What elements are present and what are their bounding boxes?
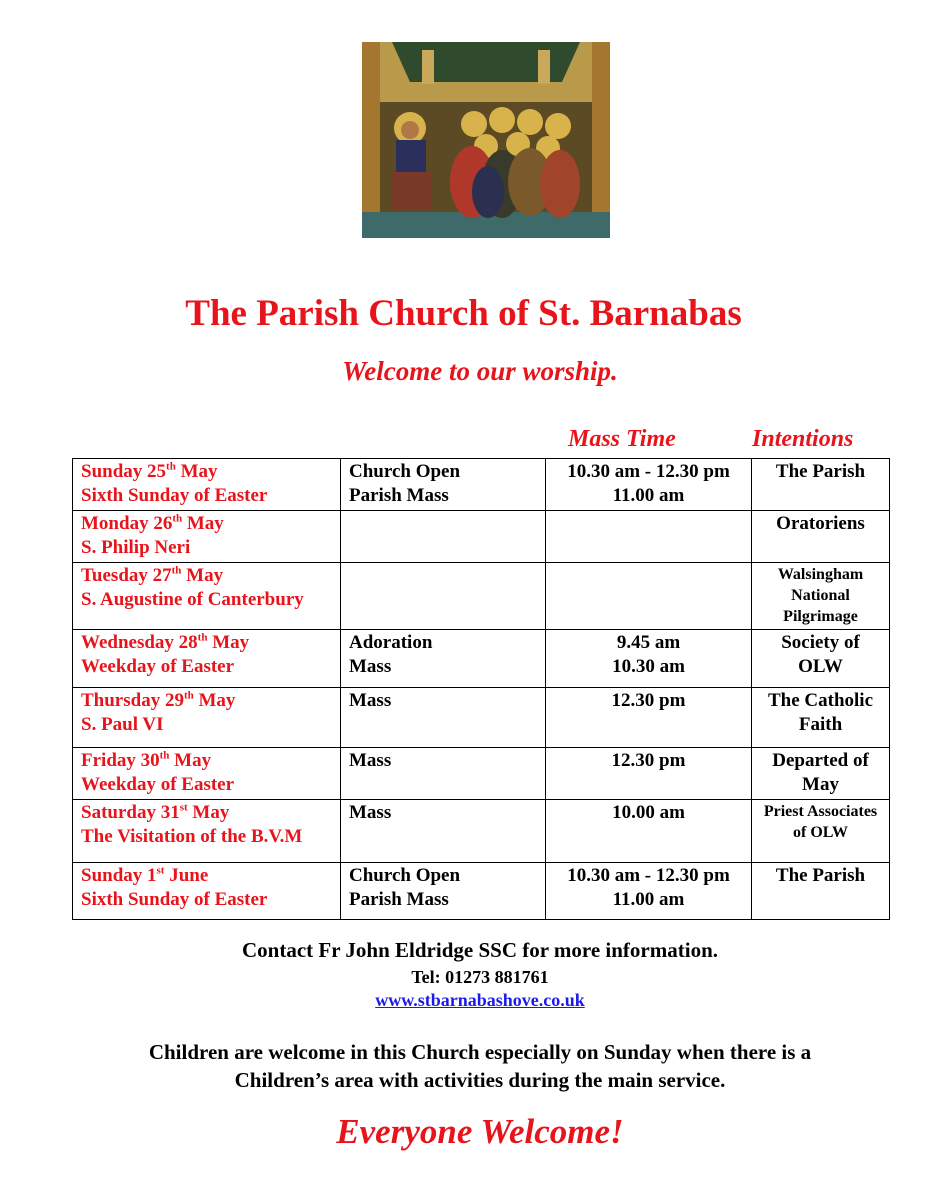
day-cell: Monday 26th May S. Philip Neri xyxy=(73,511,341,563)
table-row xyxy=(73,511,890,563)
intention-cell: Priest Associates of OLW xyxy=(752,800,890,863)
intention-cell: The Parish xyxy=(752,459,890,511)
time-cell: 10.00 am xyxy=(546,800,752,863)
service-cell: Mass xyxy=(341,800,546,863)
service-cell: Church Open Parish Mass xyxy=(341,459,546,511)
service-cell xyxy=(341,563,546,630)
website-container xyxy=(0,990,927,1011)
day-cell: Saturday 31st May The Visitation of the B.V.M xyxy=(73,800,341,863)
table-row xyxy=(73,863,890,920)
children-notice xyxy=(0,1038,927,1094)
intentions-header: Intentions xyxy=(752,426,854,452)
service-cell: Adoration Mass xyxy=(341,630,546,688)
table-row xyxy=(73,748,890,800)
time-cell: 10.30 am - 12.30 pm 11.00 am xyxy=(546,459,752,511)
service-cell xyxy=(341,511,546,563)
time-cell: 10.30 am - 12.30 pm 11.00 am xyxy=(546,863,752,920)
page-subtitle: Welcome to our worship. xyxy=(342,356,618,386)
service-cell: Church Open Parish Mass xyxy=(341,863,546,920)
time-cell: 9.45 am 10.30 am xyxy=(546,630,752,688)
time-cell: 12.30 pm xyxy=(546,748,752,800)
intention-cell: Society of OLW xyxy=(752,630,890,688)
everyone-welcome-text: Everyone Welcome! xyxy=(336,1112,624,1151)
service-cell: Mass xyxy=(341,748,546,800)
table-row xyxy=(73,630,890,688)
time-cell: 12.30 pm xyxy=(546,688,752,748)
service-cell: Mass xyxy=(341,688,546,748)
day-cell: Sunday 1st June Sixth Sunday of Easter xyxy=(73,863,341,920)
table-row xyxy=(73,800,890,863)
table-row xyxy=(73,459,890,511)
table-row xyxy=(73,688,890,748)
page-title: The Parish Church of St. Barnabas xyxy=(185,293,742,334)
children-notice-line2: Children’s area with activities during the main service. xyxy=(234,1068,726,1092)
icon-painting-image xyxy=(362,42,610,238)
table-row xyxy=(73,563,890,630)
website-link[interactable]: www.stbarnabashove.co.uk xyxy=(375,990,585,1010)
mass-time-header: Mass Time xyxy=(568,426,676,452)
time-cell xyxy=(546,511,752,563)
mass-schedule-table xyxy=(72,458,890,920)
day-cell: Friday 30th May Weekday of Easter xyxy=(73,748,341,800)
intention-cell: The Parish xyxy=(752,863,890,920)
time-cell xyxy=(546,563,752,630)
contact-text: Contact Fr John Eldridge SSC for more information. xyxy=(242,938,718,962)
intention-cell: Walsingham National Pilgrimage xyxy=(752,563,890,630)
children-notice-line1: Children are welcome in this Church especially on Sunday when there is a xyxy=(148,1040,812,1064)
telephone-text: Tel: 01273 881761 xyxy=(411,967,549,987)
day-cell: Thursday 29th May S. Paul VI xyxy=(73,688,341,748)
intention-cell: Departed of May xyxy=(752,748,890,800)
day-cell: Tuesday 27th May S. Augustine of Canterbury xyxy=(73,563,341,630)
intention-cell: The Catholic Faith xyxy=(752,688,890,748)
intention-cell: Oratoriens xyxy=(752,511,890,563)
day-cell: Wednesday 28th May Weekday of Easter xyxy=(73,630,341,688)
day-cell: Sunday 25th May Sixth Sunday of Easter xyxy=(73,459,341,511)
